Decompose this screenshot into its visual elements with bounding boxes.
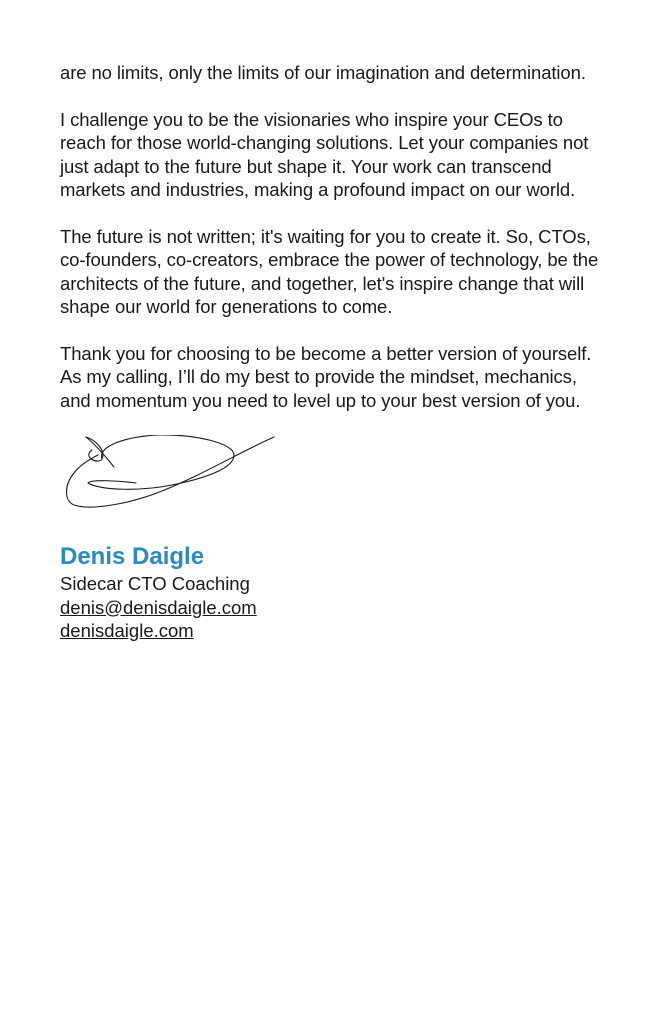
letter-paragraph: Thank you for choosing to be become a better version of yourself. As my calling, I’ll do my best to provide the mindset, mechanics, and momentum you need to level up to your best version of you.: [60, 342, 592, 411]
letter-page: [60, 61, 608, 643]
letter-paragraph: are no limits, only the limits of our imagination and determination.: [60, 62, 586, 83]
letter-paragraph: The future is not written; it's waiting for you to create it. So, CTOs, co-founders, co-creators, embrace the power of technology, be the architects of the future, and together, let's inspire change that will shape our world for generations to come.: [60, 225, 599, 317]
author-website-line: [60, 619, 608, 643]
author-company: Sidecar CTO Coaching: [60, 573, 250, 594]
signature-image: [62, 435, 282, 515]
website-link[interactable]: denisdaigle.com: [60, 620, 194, 641]
letter-paragraph: I challenge you to be the visionaries who inspire your CEOs to reach for those world-changing solutions. Let your companies not just adapt to the future but shape it. Your work can transcend markets and industries, making a profound impact on our world.: [60, 108, 589, 200]
author-name: Denis Daigle: [60, 543, 205, 570]
email-link[interactable]: denis@denisdaigle.com: [60, 596, 257, 618]
author-email-line: [60, 596, 608, 620]
